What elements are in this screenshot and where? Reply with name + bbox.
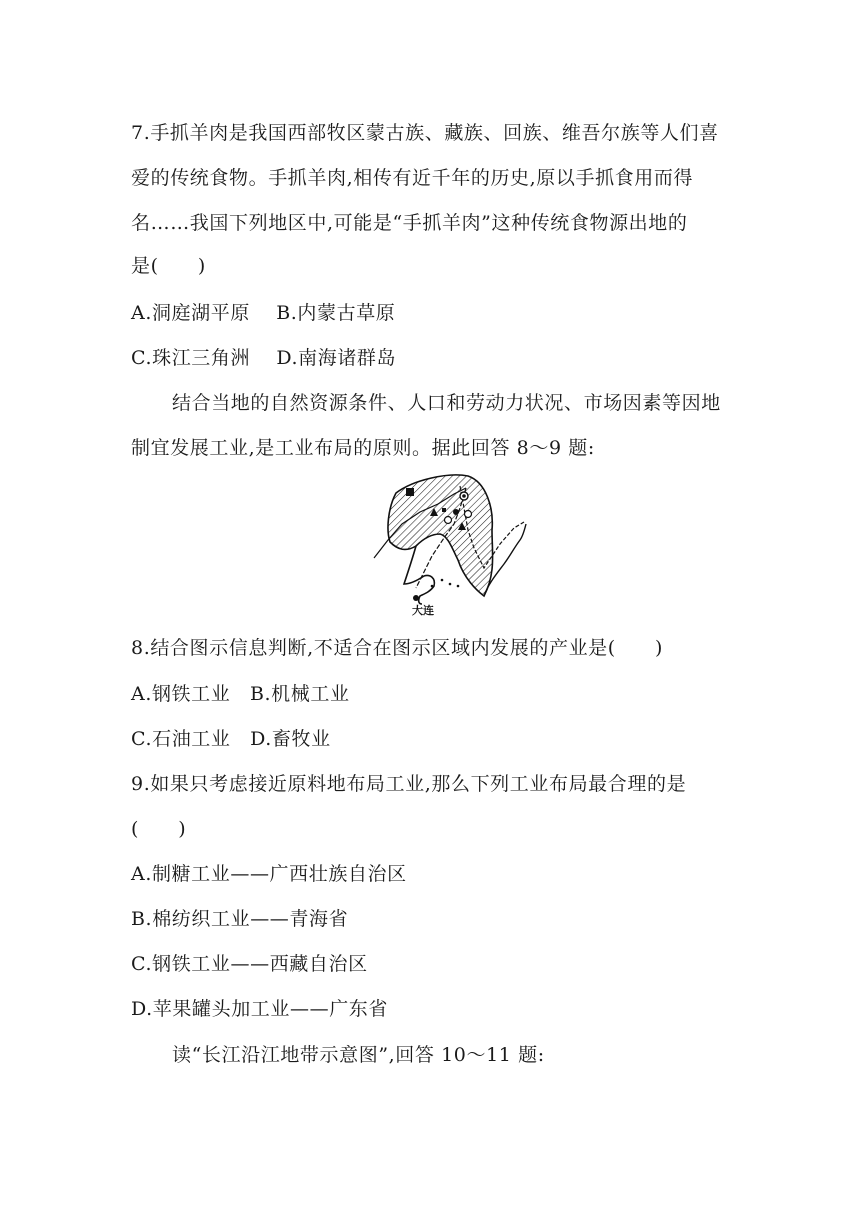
q7-line-2: 爱的传统食物。手抓羊肉,相传有近千年的历史,原以手抓食用而得 — [131, 167, 694, 189]
hatched-region — [388, 475, 493, 596]
q9-line-1: 9.如果只考虑接近原料地布局工业,那么下列工业布局最合理的是 — [131, 773, 687, 795]
liaoning-map — [368, 468, 528, 616]
q7-line-1: 7.手抓羊肉是我国西部牧区蒙古族、藏族、回族、维吾尔族等人们喜 — [131, 122, 719, 144]
q7-options-cd: C.珠江三角洲 D.南海诸群岛 — [131, 347, 397, 369]
q9-option-c: C.钢铁工业——西藏自治区 — [131, 953, 368, 975]
q9-line-2: ( ) — [131, 818, 187, 840]
island-dot — [457, 585, 460, 588]
island-dot — [431, 585, 434, 588]
intro-8-9-line-1: 结合当地的自然资源条件、人口和劳动力状况、市场因素等因地 — [172, 392, 721, 414]
q7-options-ab: A.洞庭湖平原 B.内蒙古草原 — [131, 302, 396, 324]
q8-options-ab: A.钢铁工业 B.机械工业 — [131, 683, 350, 705]
q9-option-a: A.制糖工业——广西壮族自治区 — [131, 863, 407, 885]
circle-center — [462, 494, 466, 498]
q7-line-3: 名……我国下列地区中,可能是“手抓羊肉”这种传统食物源出地的 — [131, 212, 688, 234]
q8-question: 8.结合图示信息判断,不适合在图示区域内发展的产业是( ) — [131, 637, 663, 659]
dalian-label: 大连 — [412, 604, 434, 616]
q8-options-cd: C.石油工业 D.畜牧业 — [131, 728, 331, 750]
map-figure — [368, 468, 528, 616]
island-dot — [449, 583, 452, 586]
island-dot — [441, 579, 444, 582]
dalian-point — [413, 595, 419, 601]
dot-symbol — [453, 509, 459, 515]
small-square-symbol — [442, 508, 446, 512]
intro-8-9-line-2: 制宜发展工业,是工业布局的原则。据此回答 8～9 题: — [131, 437, 595, 459]
coastline — [404, 546, 434, 604]
q9-option-d: D.苹果罐头加工业——广东省 — [131, 998, 388, 1020]
square-symbol — [406, 488, 414, 496]
circle-symbol-2 — [445, 517, 452, 524]
q7-line-4: 是( ) — [131, 255, 206, 277]
intro-10-11: 读“长江沿江地带示意图”,回答 10～11 题: — [172, 1044, 545, 1066]
q9-option-b: B.棉纺织工业——青海省 — [131, 908, 349, 930]
circle-symbol-3 — [465, 511, 472, 518]
